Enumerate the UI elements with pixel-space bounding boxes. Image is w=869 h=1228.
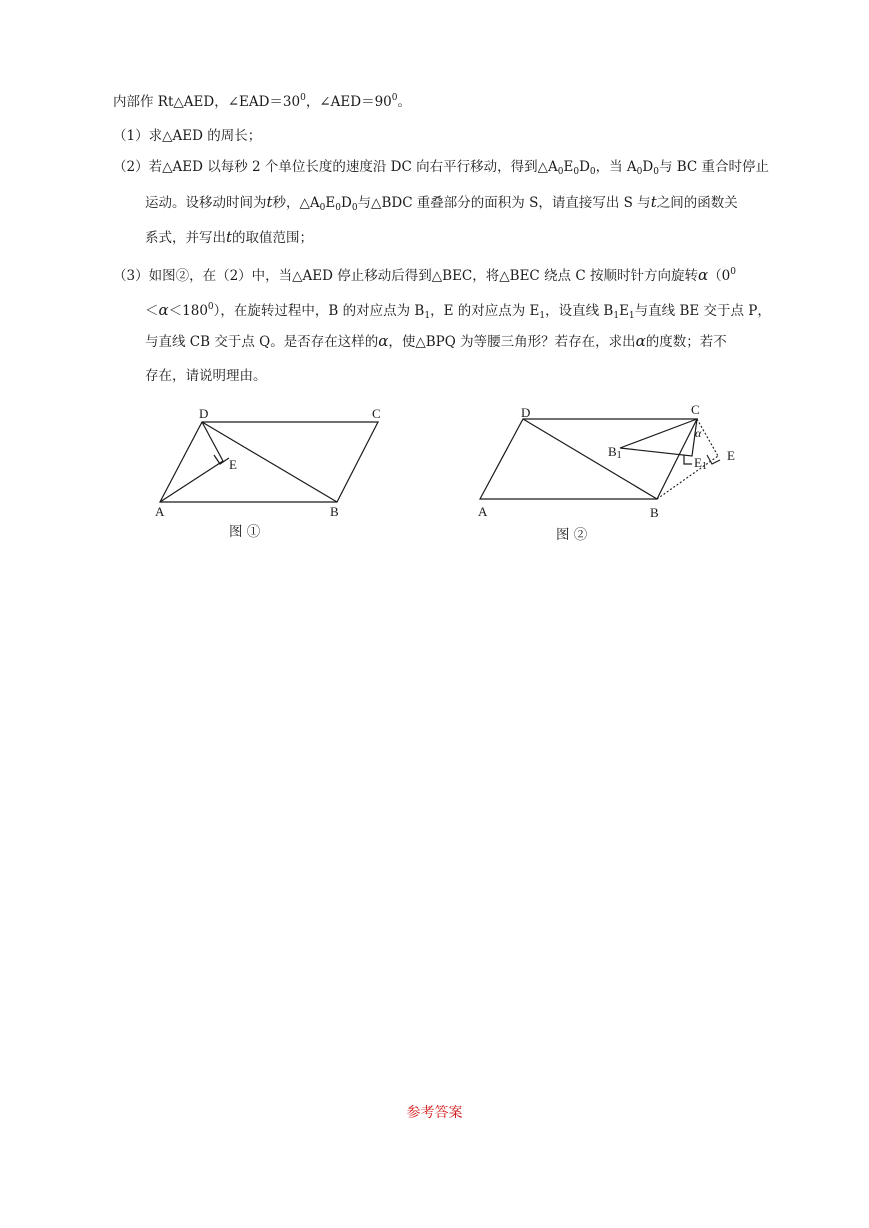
label-a: A [155,504,165,519]
problem-intro-line: 内部作 Rt△AED，$\angle EAD=30^0$，$\angle AED=90^0$。 [113,93,411,110]
label-b: B [330,504,339,519]
label-e1: E1 [694,455,707,472]
figure-2-diagram [470,400,750,525]
question-3-line-1: （3）如图②，在（2）中，当△AED 停止移动后得到△BEC，将△BEC 绕点 C 按顺时针方向旋转$\alpha(0^0$ [113,266,736,284]
label-e: E [727,448,735,463]
segment-be [657,456,718,499]
question-3-line-3: 与直线 CB 交于点 Q。是否存在这样的α，使△BPQ 为等腰三角形？若存在，求出α的度数；若不 [145,332,727,350]
question-2-line-2: 运动。设移动时间为t秒，$\triangle A_0E_0D_0$与△BDC 重叠部分的面积为 S，请直接写出 S 与t之间的函数关 [145,193,738,213]
label-a: A [478,504,488,519]
label-alpha: α [695,426,702,440]
question-2-line-1: （2）若△AED 以每秒 2 个单位长度的速度沿 DC 向右平行移动，得到$\triangle A_0E_0D_0$，当 $A_0D_0$与 BC 重合时停止 [113,159,770,177]
question-1: （1）求△AED 的周长； [113,128,262,144]
label-b: B [650,505,659,520]
question-3-line-4: 存在，请说明理由。 [145,368,267,384]
right-angle-mark [214,455,229,464]
question-3-line-2: $<\alpha<180^0$），在旋转过程中，B 的对应点为 $B_1$，E 的对应点为 $E_1$，设直线 $B_1E_1$与直线 BE 交于点 P， [145,301,771,321]
diagonal-bd [523,419,657,499]
label-c: C [691,402,700,417]
segment-ae [160,461,223,502]
label-e: E [229,457,237,472]
label-c: C [372,406,381,421]
figure-2-caption: 图 ② [556,527,588,543]
label-d: D [521,405,531,420]
rotated-triangle-cb1e1 [620,419,697,456]
label-b1: B1 [608,444,622,461]
label-d: D [199,406,209,421]
figure-1-diagram [150,400,395,525]
question-2-line-3: 系式，并写出t的取值范围； [145,228,314,246]
figure-1-caption: 图 ① [229,524,261,540]
reference-answer-heading: 参考答案 [406,1105,463,1121]
